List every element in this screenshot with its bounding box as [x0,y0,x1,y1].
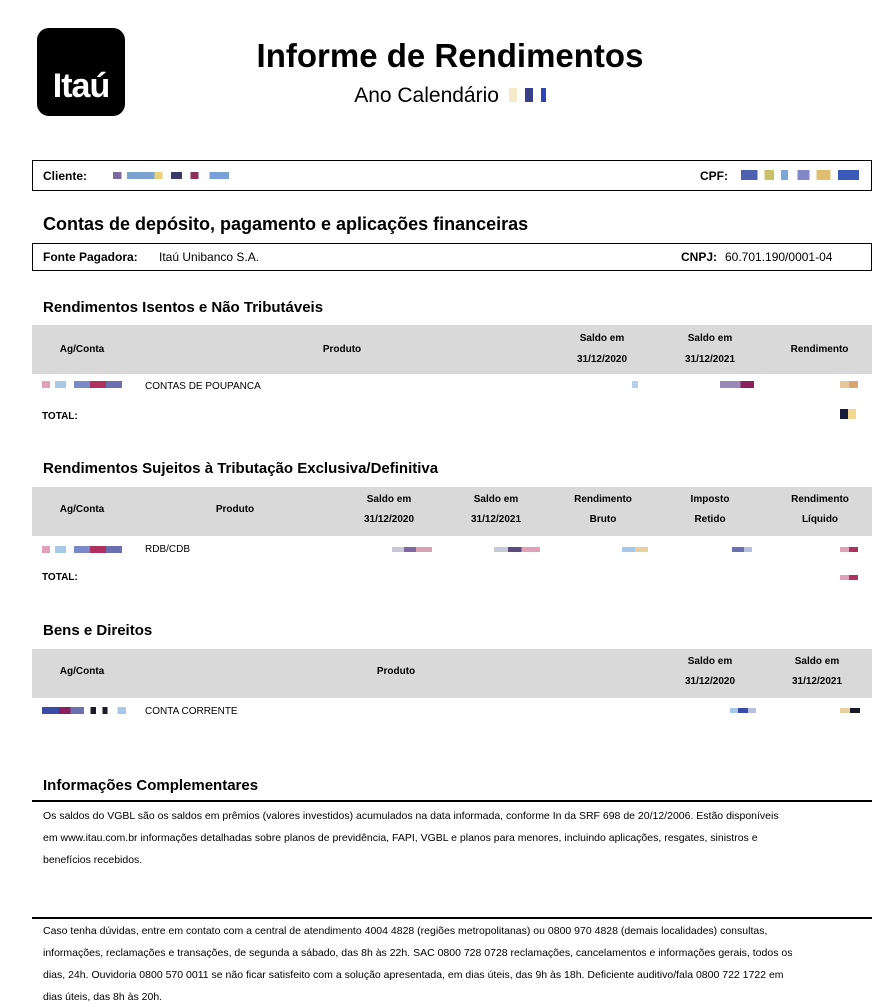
redacted-ag-conta [42,707,126,714]
col-rendimento-bruto-a: Rendimento [574,494,632,505]
col-saldo-2020-a: Saldo em [687,656,733,667]
col-ag-conta: Ag/Conta [59,666,105,677]
client-box [32,160,872,191]
paragraph-line: Os saldos do VGBL são os saldos em prêmios (valores investidos) acumulados na data informada, conforme In da SRF 698 de 20/12/2006. Estão disponíveis [43,810,779,822]
row-produto: CONTAS DE POUPANCA [145,381,261,392]
table-row [32,539,872,561]
col-rendimento-liquido-a: Rendimento [791,494,849,505]
redacted-saldo-2021 [840,708,860,713]
exclusiva-title: Rendimentos Sujeitos à Tributação Exclusiva/Definitiva [43,460,439,477]
section-title: Contas de depósito, pagamento e aplicações financeiras [43,214,529,234]
paragraph-line: benefícios recebidos. [43,854,143,866]
table-row [32,376,872,398]
col-imposto-retido-a: Imposto [690,494,730,505]
fonte-label: Fonte Pagadora: [43,250,138,264]
col-saldo-2020-a: Saldo em [579,333,625,344]
fonte-value: Itaú Unibanco S.A. [159,250,260,264]
col-saldo-2021-a: Saldo em [473,494,519,505]
col-saldo-2021-a: Saldo em [794,656,840,667]
col-rendimento-bruto-b: Bruto [589,514,617,525]
col-saldo-2021-a: Saldo em [687,333,733,344]
redacted-ag-conta [42,546,122,553]
redacted-rendimento-bruto [622,547,648,552]
redacted-total [840,409,856,419]
col-saldo-2020-b: 31/12/2020 [363,514,415,525]
redacted-saldo-2020 [392,547,432,552]
redacted-saldo-2020 [632,381,638,388]
redacted-rendimento [840,381,858,388]
cliente-label: Cliente: [43,169,88,183]
ano-calendario-label: Ano Calendário [354,84,499,107]
page-title: Informe de Rendimentos [256,37,644,74]
redacted-saldo-2021 [494,547,540,552]
col-produto: Produto [215,504,255,515]
col-rendimento-liquido-b: Líquido [801,514,839,525]
footer-text [43,920,869,1008]
col-saldo-2020-b: 31/12/2020 [576,354,628,365]
row-produto: RDB/CDB [145,544,191,555]
redacted-saldo-2021 [720,381,754,388]
bens-table-header [32,649,872,698]
complementares-title: Informações Complementares [43,777,259,794]
col-rendimento: Rendimento [790,344,849,355]
col-ag-conta: Ag/Conta [59,504,105,515]
col-saldo-2021-b: 31/12/2021 [470,514,522,525]
col-ag-conta: Ag/Conta [59,344,105,355]
footer-line: informações, reclamações e transações, de segunda a sábado, das 8h às 22h. SAC 0800 728 0728 reclamações, cancelamentos e informações gerais, todos os [43,947,793,959]
cnpj-label: CNPJ: [681,250,718,264]
paragraph-line: em www.itau.com.br informações detalhadas sobre planos de previdência, FAPI, VGBL e planos para menores, incluindo aplicações, resgates, sinistros e [43,832,758,844]
table-row [32,701,872,723]
page-subtitle [200,84,700,108]
col-saldo-2021-b: 31/12/2021 [791,676,843,687]
col-produto: Produto [322,344,362,355]
footer-line: dias úteis, das 8h às 20h. [43,991,163,1003]
footer-line: dias, 24h. Ouvidoria 0800 570 0011 se não ficar satisfeito com a solução apresentada, em dias úteis, das 9h às 18h. Deficiente auditivo/fala 0800 722 1722 em [43,969,784,981]
logo-text: Itaú [52,67,110,105]
redacted-rendimento-liquido [840,547,858,552]
col-saldo-2020-a: Saldo em [366,494,412,505]
fonte-pagadora-box [32,243,872,271]
itau-logo [37,28,125,116]
col-saldo-2021-b: 31/12/2021 [684,354,736,365]
redacted-total [840,575,858,580]
redacted-ag-conta [42,381,122,388]
bens-title: Bens e Direitos [43,622,153,639]
col-imposto-retido-b: Retido [694,514,726,525]
divider [32,800,872,802]
col-saldo-2020-b: 31/12/2020 [684,676,736,687]
total-label: TOTAL: [42,411,78,422]
divider [32,917,872,919]
total-label: TOTAL: [42,572,78,583]
footer-line: Caso tenha dúvidas, entre em contato com a central de atendimento 4004 4828 (regiões metropolitanas) ou 0800 970 4828 (demais localidades) consultas, [43,925,768,937]
isentos-table-header [32,325,872,374]
table-total-row [32,406,872,428]
isentos-title: Rendimentos Isentos e Não Tributáveis [43,299,324,316]
redacted-saldo-2020 [730,708,756,713]
redacted-year [509,84,546,108]
redacted-cpf [741,170,859,180]
cpf-label: CPF: [700,169,728,183]
exclusiva-table-header [32,487,872,536]
table-total-row [32,567,872,589]
row-produto: CONTA CORRENTE [145,706,238,717]
complementares-text [43,805,869,871]
redacted-client-name [113,172,251,179]
cnpj-value: 60.701.190/0001-04 [725,250,833,264]
redacted-imposto-retido [732,547,752,552]
col-produto: Produto [376,666,416,677]
